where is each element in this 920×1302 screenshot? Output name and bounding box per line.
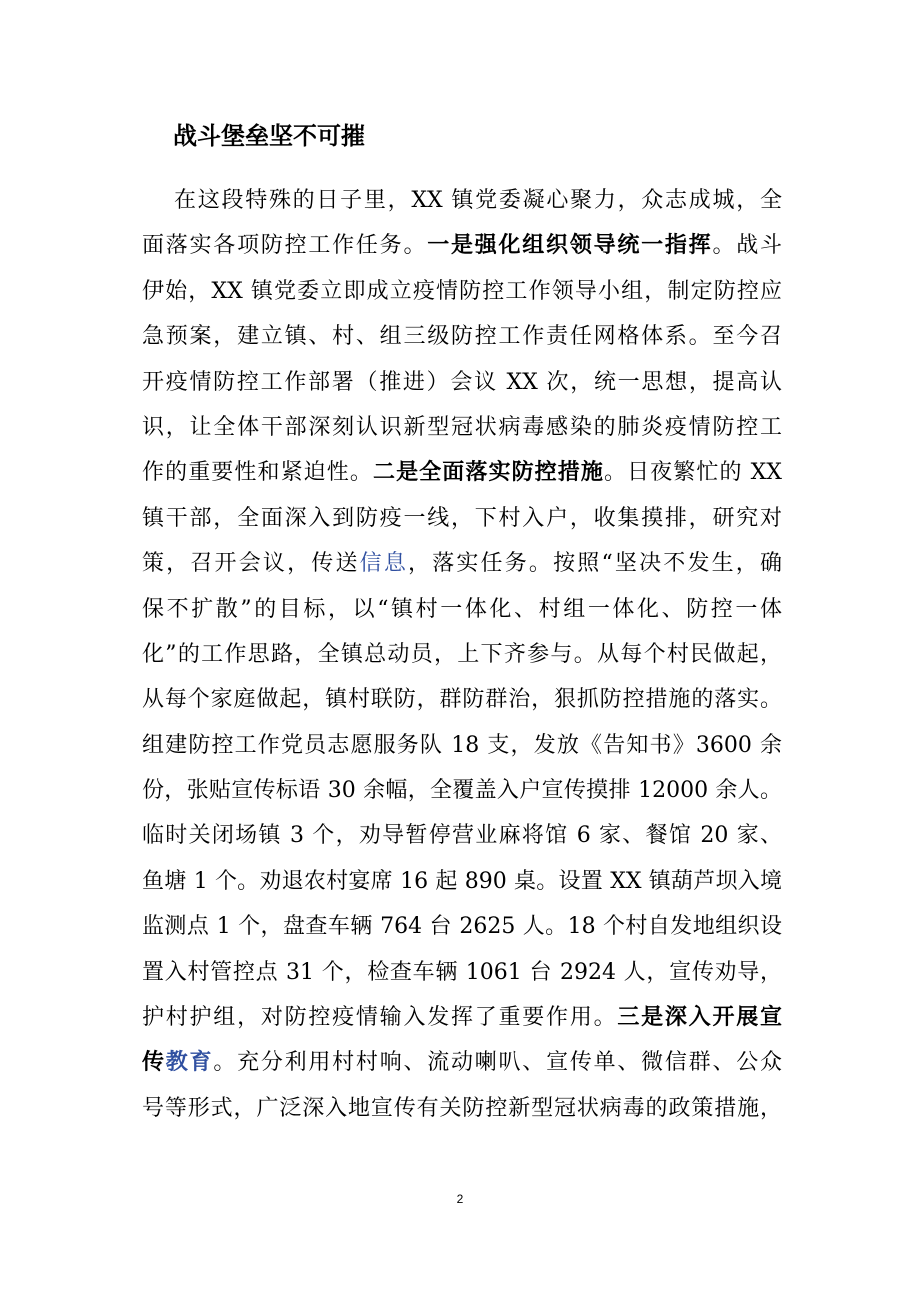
text-segment: ，落实任务。按照“坚决不发生，确 [408, 551, 782, 577]
text-line [142, 450, 782, 495]
bold-key-point: 传 [142, 1050, 166, 1076]
text-line [142, 677, 782, 722]
text-segment: 从每个家庭做起，镇村联防，群防群治，狠抓防控措施的落实。 [142, 687, 782, 713]
text-line [142, 995, 782, 1040]
text-segment: 。日夜繁忙的 XX [603, 460, 782, 486]
text-segment: 化”的工作思路，全镇总动员，上下齐参与。从每个村民做起， [142, 641, 782, 667]
section-heading: 战斗堡垒坚不可摧 [173, 122, 365, 150]
text-segment: 组建防控工作党员志愿服务队 18 支，发放《告知书》3600 余 [142, 732, 782, 758]
text-line [142, 1040, 782, 1085]
page-number: 2 [456, 1192, 464, 1206]
text-line [142, 496, 782, 541]
bold-key-point: 二是全面落实防控措施 [372, 460, 604, 486]
text-segment: 置入村管控点 31 个，检查车辆 1061 台 2924 人，宣传劝导， [142, 959, 782, 985]
text-line [142, 904, 782, 949]
text-segment: 保不扩散”的目标，以“镇村一体化、村组一体化、防控一体 [142, 596, 782, 622]
text-line [142, 723, 782, 768]
text-segment: 临时关闭场镇 3 个，劝导暂停营业麻将馆 6 家、餐馆 20 家、 [142, 823, 782, 849]
text-segment: 镇干部，全面深入到防疫一线，下村入户，收集摸排，研究对 [142, 505, 782, 531]
text-segment: 监测点 1 个，盘查车辆 764 台 2625 人。18 个村自发地组织设 [142, 914, 782, 940]
text-line [142, 813, 782, 858]
hyperlink-text[interactable]: 教育 [165, 1050, 214, 1076]
text-segment: 识，让全体干部深刻认识新型冠状病毒感染的肺炎疫情防控工 [142, 414, 782, 440]
text-segment: 份，张贴宣传标语 30 余幅，全覆盖入户宣传摸排 12000 余人。 [142, 778, 782, 804]
text-segment: 号等形式，广泛深入地宣传有关防控新型冠状病毒的政策措施， [142, 1095, 782, 1121]
text-line [142, 859, 782, 904]
text-line [142, 405, 782, 450]
text-line [142, 587, 782, 632]
text-line [142, 768, 782, 813]
body-paragraph [142, 178, 782, 1131]
bold-key-point: 三是深入开展宣 [617, 1005, 782, 1031]
text-segment: 护村护组，对防控疫情输入发挥了重要作用。 [142, 1005, 618, 1031]
text-line [142, 223, 782, 268]
text-line [142, 360, 782, 405]
text-line [142, 950, 782, 995]
text-segment: 在这段特殊的日子里，XX 镇党委凝心聚力，众志成城，全 [174, 188, 782, 213]
text-line [142, 1086, 782, 1131]
text-segment: 作的重要性和紧迫性。 [142, 460, 373, 486]
text-segment: 。战斗 [712, 233, 782, 259]
text-segment: 伊始，XX 镇党委立即成立疫情防控工作领导小组，制定防控应 [142, 278, 782, 304]
text-line [142, 541, 782, 586]
text-line [142, 269, 782, 314]
text-segment: 。充分利用村村响、流动喇叭、宣传单、微信群、公众 [213, 1050, 782, 1076]
text-segment: 鱼塘 1 个。劝退农村宴席 16 起 890 桌。设置 XX 镇葫芦坝入境 [142, 868, 782, 894]
text-line [142, 178, 782, 223]
bold-key-point: 一是强化组织领导统一指挥 [427, 233, 713, 259]
text-line [142, 314, 782, 359]
text-line [142, 632, 782, 677]
text-segment: 策，召开会议，传送 [142, 551, 360, 577]
hyperlink-text[interactable]: 信息 [359, 551, 409, 577]
text-segment: 面落实各项防控工作任务。 [142, 233, 428, 259]
text-segment: 开疫情防控工作部署（推进）会议 XX 次，统一思想，提高认 [142, 369, 782, 395]
text-segment: 急预案，建立镇、村、组三级防控工作责任网格体系。至今召 [142, 324, 782, 350]
